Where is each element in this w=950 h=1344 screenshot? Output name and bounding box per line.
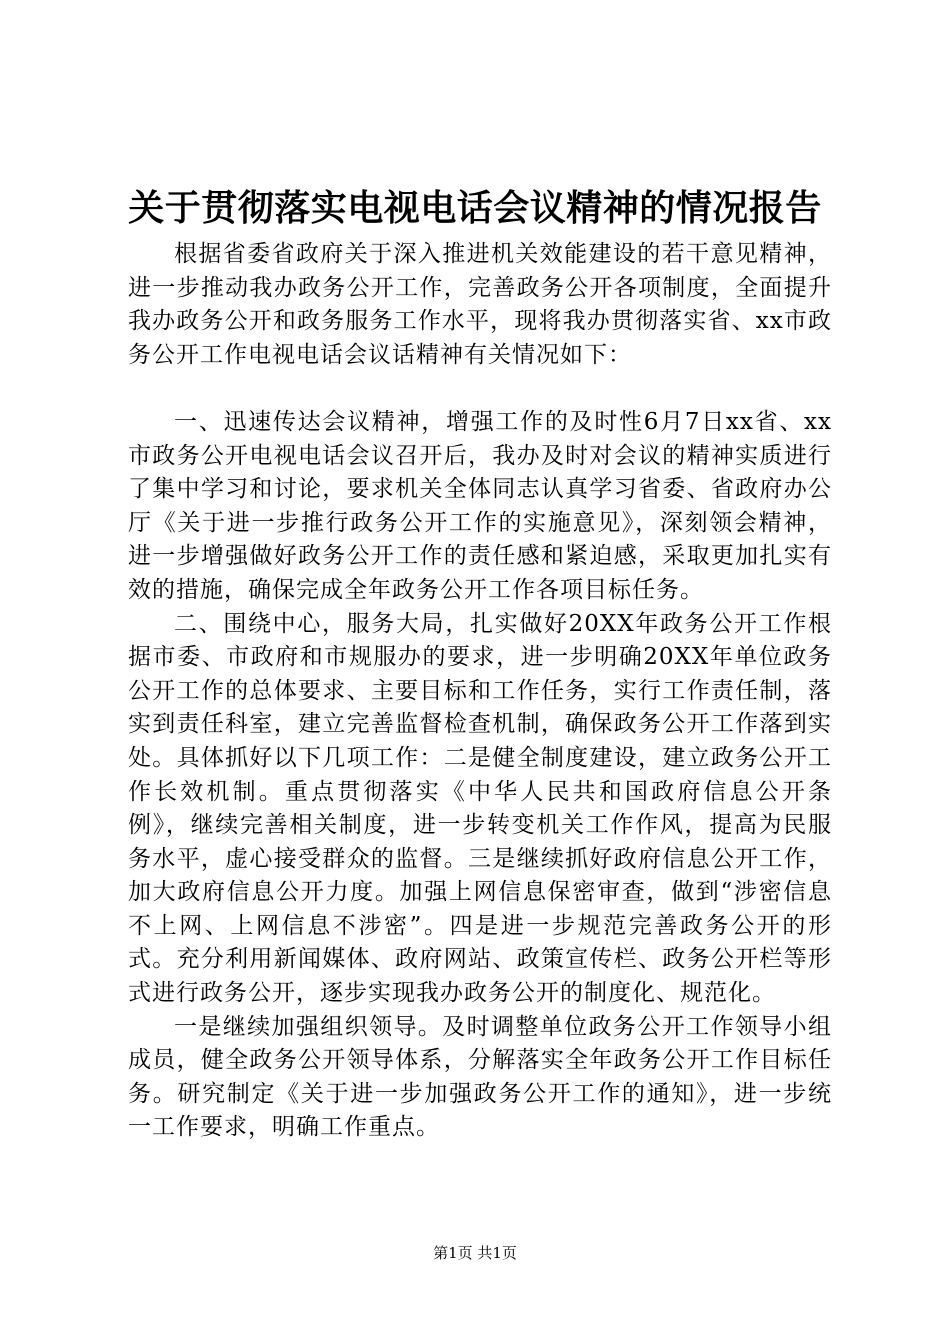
section-one-paragraph: 一、迅速传达会议精神，增强工作的及时性6月7日xx省、xx市政务公开电视电话会议召开后，我办及时对会议的精神实质进行了集中学习和讨论，要求机关全体同志认真学习省委、省政府办公厅《关于进一步推行政务公开工作的实施意见》，深刻领会精神，进一步增强做好政务公开工作的责任感和紧迫感，采取更加扎实有效的措施，确保完成全年政务公开工作各项目标任务。 xyxy=(128,408,832,603)
item-one-paragraph: 一是继续加强组织领导。及时调整单位政务公开工作领导小组成员，健全政务公开领导体系，分解落实全年政务公开工作目标任务。研究制定《关于进一步加强政务公开工作的通知》，进一步统一工作要求，明确工作重点。 xyxy=(128,1013,832,1141)
intro-paragraph: 根据省委省政府关于深入推进机关效能建设的若干意见精神，进一步推动我办政务公开工作，完善政务公开各项制度，全面提升我办政务公开和政务服务工作水平，现将我办贯彻落实省、xx市政务公开工作电视电话会议话精神有关情况如下： xyxy=(128,241,832,368)
document-title: 关于贯彻落实电视电话会议精神的情况报告 xyxy=(128,187,822,229)
section-two-paragraph: 二、围绕中心，服务大局，扎实做好20XX年政务公开工作根据市委、市政府和市规服办的要求，进一步明确20XX年单位政务公开工作的总体要求、主要目标和工作任务，实行工作责任制，落实到责任科室，建立完善监督检查机制，确保政务公开工作落到实处。具体抓好以下几项工作：二是健全制度建设，建立政务公开工作长效机制。重点贯彻落实《中华人民共和国政府信息公开条例》，继续完善相关制度，进一步转变机关工作作风，提高为民服务水平，虚心接受群众的监督。三是继续抓好政府信息公开工作，加大政府信息公开力度。加强上网信息保密审查，做到“涉密信息不上网、上网信息不涉密”。四是进一步规范完善政务公开的形式。充分利用新闻媒体、政府网站、政策宣传栏、政务公开栏等形式进行政务公开，逐步实现我办政务公开的制度化、规范化。 xyxy=(128,610,832,1007)
document-body xyxy=(128,238,832,1145)
page-footer: 第1页 共1页 xyxy=(433,1244,517,1262)
